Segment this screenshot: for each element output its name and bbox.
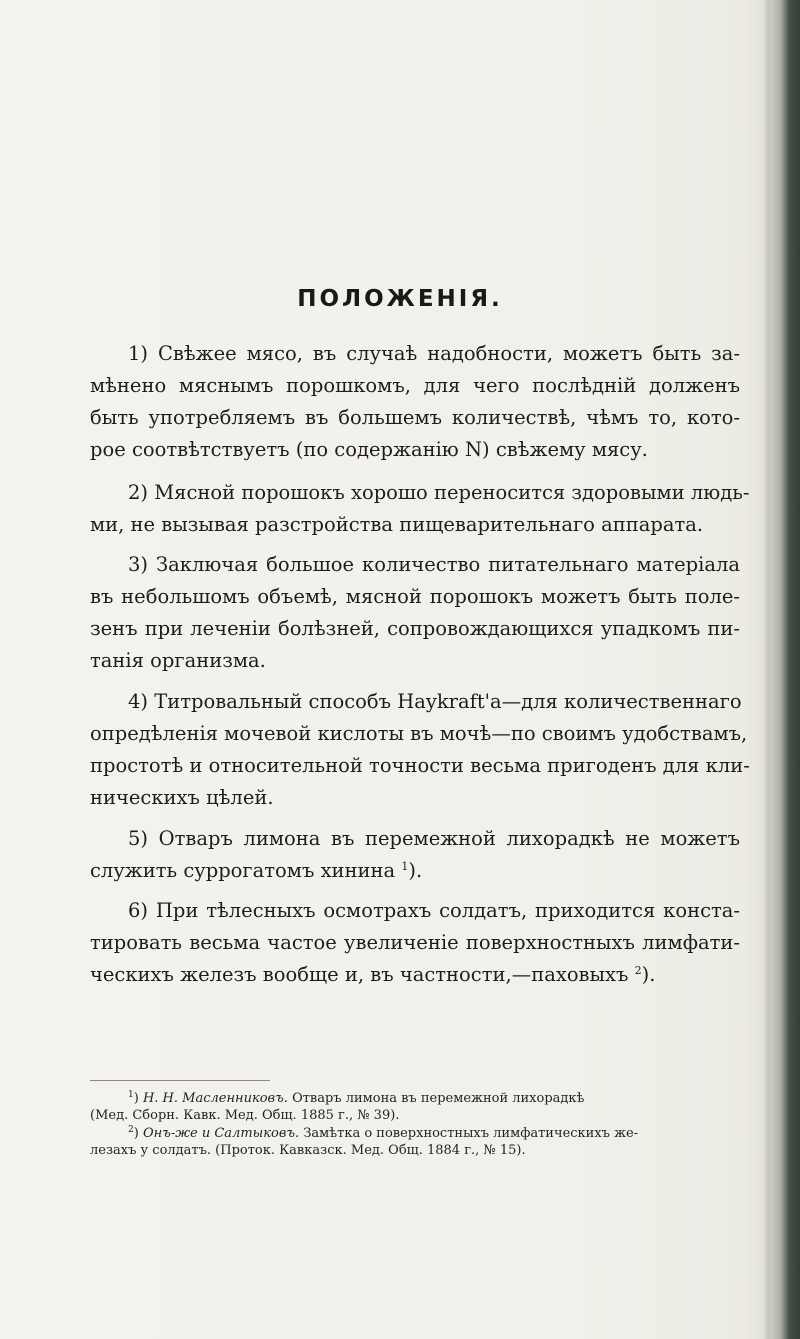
- book-binding-edge: [764, 0, 800, 1339]
- text-line: опредѣленія мочевой кислоты въ мочѣ—по своимъ удобствамъ,: [90, 722, 748, 745]
- footnote-text: Замѣтка о поверхностныхъ лимфатическихъ же-: [303, 1126, 639, 1141]
- footnote-line: (Мед. Сборн. Кавк. Мед. Общ. 1885 г., № 39).: [90, 1108, 400, 1123]
- footnote-ref-1: 1: [401, 860, 409, 873]
- text-line: 6) При тѣлесныхъ осмотрахъ солдатъ, приходится конста-: [128, 899, 740, 922]
- text-line: тировать весьма частое увеличеніе поверхностныхъ лимфати-: [90, 931, 740, 954]
- text-line: зенъ при леченіи болѣзней, сопровождающихся упадкомъ пи-: [90, 617, 740, 640]
- thesis-6: [90, 895, 740, 991]
- footnote-ref-2: 2: [634, 964, 642, 977]
- footnote-1: [90, 1090, 740, 1124]
- text-line: простотѣ и относительной точности весьма пригоденъ для кли-: [90, 754, 750, 777]
- text-line-body: ческихъ железъ вообще и, въ частности,—паховыхъ: [90, 963, 629, 986]
- footnote-author: Онъ-же и Салтыковъ.: [142, 1126, 300, 1141]
- page-title: ПОЛОЖЕНІЯ.: [297, 286, 503, 312]
- thesis-1: [90, 338, 740, 466]
- thesis-5: [90, 823, 740, 887]
- text-line: быть употребляемъ въ большемъ количествѣ, чѣмъ то, кото-: [90, 406, 740, 429]
- footnote-line: $^1$) Н. Н. Масленниковъ. Отваръ лимона въ перемежной лихорадкѣ: [128, 1090, 585, 1106]
- text-line: танія организма.: [90, 649, 266, 672]
- thesis-2: [90, 477, 750, 541]
- footnote-separator: [90, 1080, 270, 1081]
- text-line: ческихъ железъ вообще и, въ частности,—паховыхъ $^2$).: [90, 963, 656, 986]
- footnote-text: Отваръ лимона въ перемежной лихорадкѣ: [292, 1091, 585, 1106]
- text-line: служить суррогатомъ хинина $^1$).: [90, 859, 423, 882]
- text-line: 4) Титровальный способъ Haykraft'а—для количественнаго: [128, 690, 742, 713]
- footnote-number: 2: [128, 1125, 134, 1135]
- text-line: рое соотвѣтствуетъ (по содержанію N) свѣжему мясу.: [90, 438, 648, 461]
- text-line-body: служить суррогатомъ хинина: [90, 859, 396, 882]
- text-line: 1) Свѣжее мясо, въ случаѣ надобности, можетъ быть за-: [128, 342, 740, 365]
- thesis-4: [90, 686, 750, 814]
- text-line: мѣнено мяснымъ порошкомъ, для чего послѣдній долженъ: [90, 374, 740, 397]
- text-line: 3) Заключая большое количество питательнаго матеріала: [128, 553, 740, 576]
- text-line: ническихъ цѣлей.: [90, 786, 274, 809]
- text-line: ми, не вызывая разстройства пищеварительнаго аппарата.: [90, 513, 704, 536]
- thesis-3: [90, 549, 740, 677]
- text-line: 5) Отваръ лимона въ перемежной лихорадкѣ не можетъ: [128, 827, 740, 850]
- footnote-author: Н. Н. Масленниковъ.: [142, 1091, 288, 1106]
- footnote-line: лезахъ у солдатъ. (Проток. Кавказск. Мед. Общ. 1884 г., № 15).: [90, 1143, 526, 1158]
- footnote-number: 1: [128, 1090, 134, 1100]
- footnote-2: [90, 1125, 740, 1159]
- text-line: въ небольшомъ объемѣ, мясной порошокъ можетъ быть поле-: [90, 585, 740, 608]
- footnote-line: $^2$) Онъ-же и Салтыковъ. Замѣтка о поверхностныхъ лимфатическихъ же-: [128, 1125, 639, 1141]
- text-line: 2) Мясной порошокъ хорошо переносится здоровыми людь-: [128, 481, 750, 504]
